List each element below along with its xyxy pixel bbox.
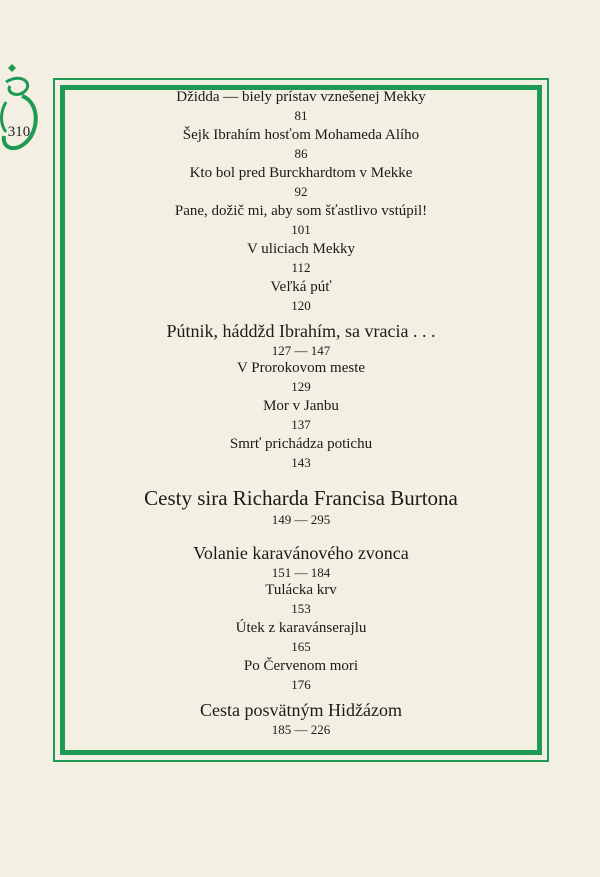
toc-entry xyxy=(70,164,532,200)
toc-entry-pages: 176 xyxy=(291,677,311,692)
toc-entry-title: Pútnik, háddžd Ibrahím, sa vracia . . . xyxy=(166,321,436,341)
toc-entry-title: Cesta posvätným Hidžázom xyxy=(200,700,402,720)
toc-entry-title: Kto bol pred Burckhardtom v Mekke xyxy=(189,165,413,181)
toc-entry xyxy=(70,619,532,655)
toc-entry-pages: 92 xyxy=(294,184,308,199)
toc-entry-pages: 81 xyxy=(294,108,308,123)
toc-entry xyxy=(70,278,532,314)
toc-entry-title: Veľká púť xyxy=(270,279,332,295)
table-of-contents xyxy=(70,88,532,738)
toc-entry xyxy=(70,435,532,471)
toc-entry xyxy=(70,240,532,276)
toc-entry-title: Tulácka krv xyxy=(265,582,337,598)
toc-entry-pages: 185 — 226 xyxy=(271,722,331,737)
toc-entry xyxy=(70,699,532,738)
toc-entry xyxy=(70,320,532,359)
toc-entry-title: Šejk Ibrahím hosťom Mohameda Alího xyxy=(182,127,420,143)
toc-entry xyxy=(70,657,532,693)
toc-entry-pages: 86 xyxy=(294,146,308,161)
toc-entry xyxy=(70,581,532,617)
toc-entry xyxy=(70,202,532,238)
page-number: 310 xyxy=(7,124,31,140)
toc-entry-pages: 137 xyxy=(291,417,311,432)
toc-entry-pages: 153 xyxy=(291,601,311,616)
toc-entry xyxy=(70,88,532,124)
toc-entry-pages: 112 xyxy=(291,260,311,275)
toc-entry-title: Džidda — biely prístav vznešenej Mekky xyxy=(176,89,426,105)
toc-entry xyxy=(70,359,532,395)
toc-entry-title: Pane, dožič mi, aby som šťastlivo vstúpil! xyxy=(174,203,428,219)
toc-entry xyxy=(70,542,532,581)
toc-entry-pages: 101 xyxy=(291,222,311,237)
toc-entry-pages: 129 xyxy=(291,379,311,394)
toc-entry xyxy=(70,126,532,162)
toc-entry-title: Mor v Janbu xyxy=(263,398,339,414)
toc-entry-title: Smrť prichádza potichu xyxy=(229,436,373,452)
toc-entry-pages: 143 xyxy=(291,455,311,470)
green-flourish-icon xyxy=(0,62,46,162)
toc-entry-title: Po Červenom mori xyxy=(243,658,359,674)
toc-entry-title: Útek z karavánserajlu xyxy=(235,620,367,636)
toc-entry xyxy=(70,485,532,528)
toc-entry-title: Volanie karavánového zvonca xyxy=(193,543,409,563)
toc-entry-title: V uliciach Mekky xyxy=(246,241,356,257)
toc-entry-title: V Prorokovom meste xyxy=(236,360,366,376)
toc-entry-pages: 127 — 147 xyxy=(271,343,331,358)
toc-entry-pages: 165 xyxy=(291,639,311,654)
toc-entry-pages: 151 — 184 xyxy=(271,565,331,580)
toc-entry xyxy=(70,397,532,433)
toc-entry-title: Cesty sira Richarda Francisa Burtona xyxy=(144,486,458,510)
toc-entry-pages: 149 — 295 xyxy=(271,512,331,527)
toc-entry-pages: 120 xyxy=(291,298,311,313)
